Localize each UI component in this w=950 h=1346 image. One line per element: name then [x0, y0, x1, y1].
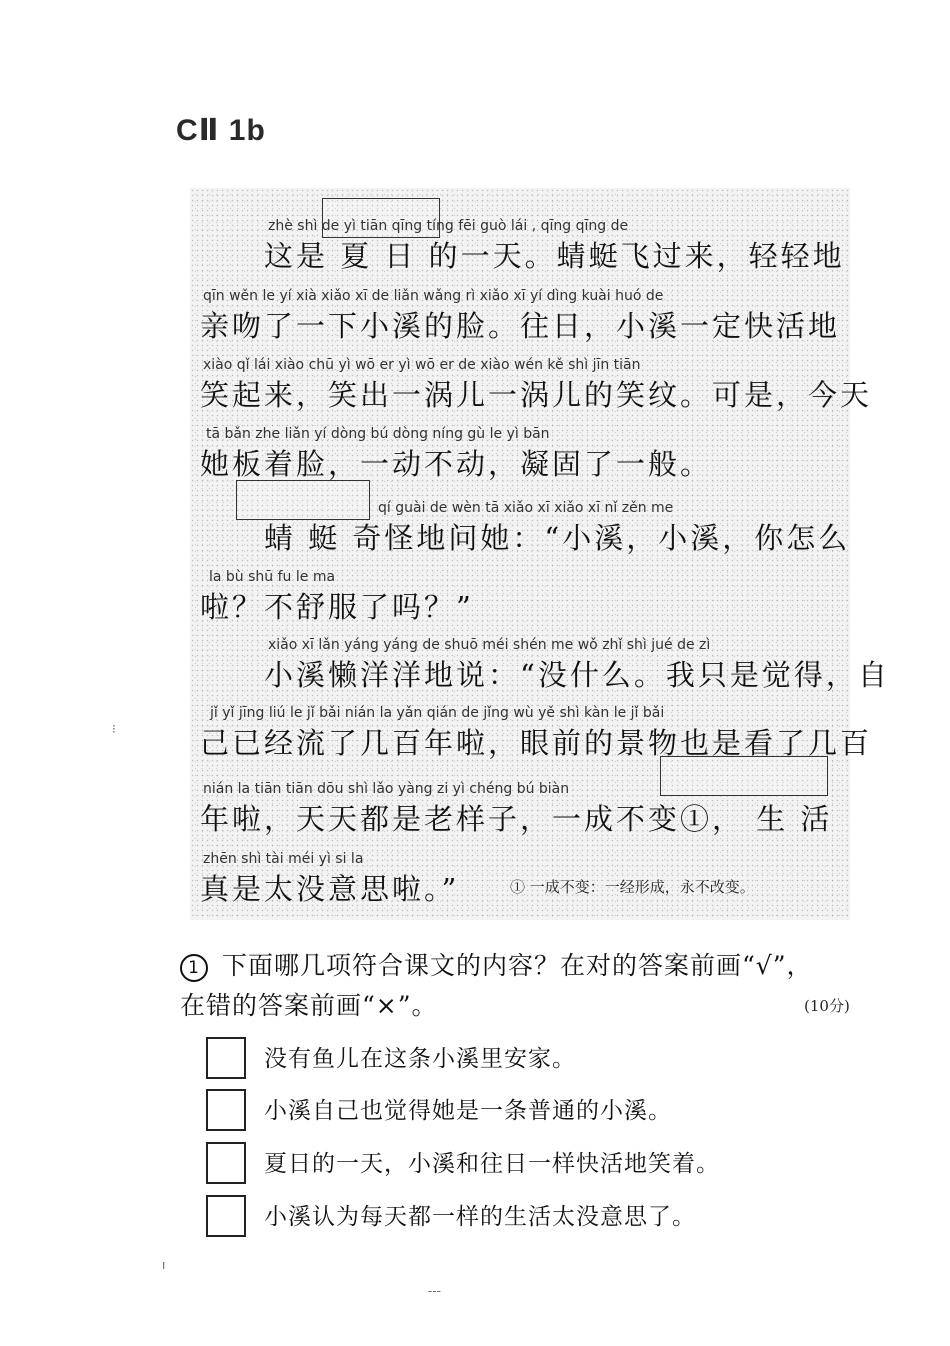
text-line: 年啦，天天都是老样子，一成不变①， 生 活: [200, 802, 833, 836]
text-line: 啦？不舒服了吗？”: [200, 590, 474, 624]
pinyin-line: nián la tiān tiān dōu shì lǎo yàng zi yì chéng bú biàn: [203, 781, 570, 797]
question-line-1: [180, 946, 813, 982]
page-code: CⅡ 1b: [176, 114, 266, 147]
answer-option-text: 夏日的一天，小溪和往日一样快活地笑着。: [264, 1151, 720, 1177]
blank-3[interactable]: [660, 756, 828, 796]
text-line: 真是太没意思啦。”: [200, 872, 460, 906]
text-line: 己已经流了几百年啦，眼前的景物也是看了几百: [200, 726, 873, 760]
answer-checkbox[interactable]: [206, 1089, 246, 1131]
answer-checkbox[interactable]: [206, 1142, 246, 1184]
blank-2[interactable]: [236, 480, 370, 520]
text-line: 亲吻了一下小溪的脸。往日，小溪一定快活地: [200, 309, 841, 343]
scan-speck: ⁝: [112, 722, 116, 736]
text-line: 笑起来，笑出一涡儿一涡儿的笑纹。可是，今天: [200, 378, 873, 412]
scan-speck: ı: [162, 1258, 166, 1272]
question-text: 下面哪几项符合课文的内容？在对的答案前画“√”，: [222, 951, 813, 980]
text-line: 她板着脸，一动不动，凝固了一般。: [200, 447, 713, 481]
pinyin-line: xiǎo xī lǎn yáng yáng de shuō méi shén me wǒ zhǐ shì jué de zì: [268, 637, 711, 653]
question-number: 1: [180, 954, 208, 982]
pinyin-line: qīn wěn le yí xià xiǎo xī de liǎn wǎng rì xiǎo xī yí dìng kuài huó de: [203, 288, 664, 304]
points-label: (10分): [804, 997, 850, 1015]
pinyin-line: la bù shū fu le ma: [209, 569, 336, 585]
answer-option-text: 没有鱼儿在这条小溪里安家。: [264, 1046, 576, 1072]
scan-speck: ‐‐‐: [428, 1284, 441, 1298]
answer-option-text: 小溪认为每天都一样的生活太没意思了。: [264, 1204, 696, 1230]
answer-checkbox[interactable]: [206, 1037, 246, 1079]
question-line-2: 在错的答案前画“×”。: [180, 991, 438, 1020]
pinyin-line: zhēn shì tài méi yì si la: [203, 851, 364, 867]
pinyin-line: zhè shì de yì tiān qīng tíng fēi guò lái , qīng qīng de: [268, 218, 629, 234]
pinyin-line: tā bǎn zhe liǎn yí dòng bú dòng níng gù le yì bān: [206, 426, 550, 442]
answer-checkbox[interactable]: [206, 1195, 246, 1237]
footnote: ① 一成不变：一经形成，永不改变。: [510, 878, 755, 896]
pinyin-line: xiào qǐ lái xiào chū yì wō er yì wō er de xiào wén kě shì jīn tiān: [203, 357, 641, 373]
pinyin-line: qí guài de wèn tā xiǎo xī xiǎo xī nǐ zěn me: [378, 500, 674, 516]
pinyin-line: jǐ yǐ jīng liú le jǐ bǎi nián la yǎn qián de jǐng wù yě shì kàn le jǐ bǎi: [210, 705, 665, 721]
text-line: 这是 夏 日 的一天。蜻蜓飞过来，轻轻地: [264, 239, 845, 273]
text-line: 蜻 蜓 奇怪地问她：“小溪，小溪，你怎么: [264, 521, 851, 555]
text-line: 小溪懒洋洋地说：“没什么。我只是觉得，自: [264, 658, 890, 692]
answer-option-text: 小溪自己也觉得她是一条普通的小溪。: [264, 1098, 672, 1124]
